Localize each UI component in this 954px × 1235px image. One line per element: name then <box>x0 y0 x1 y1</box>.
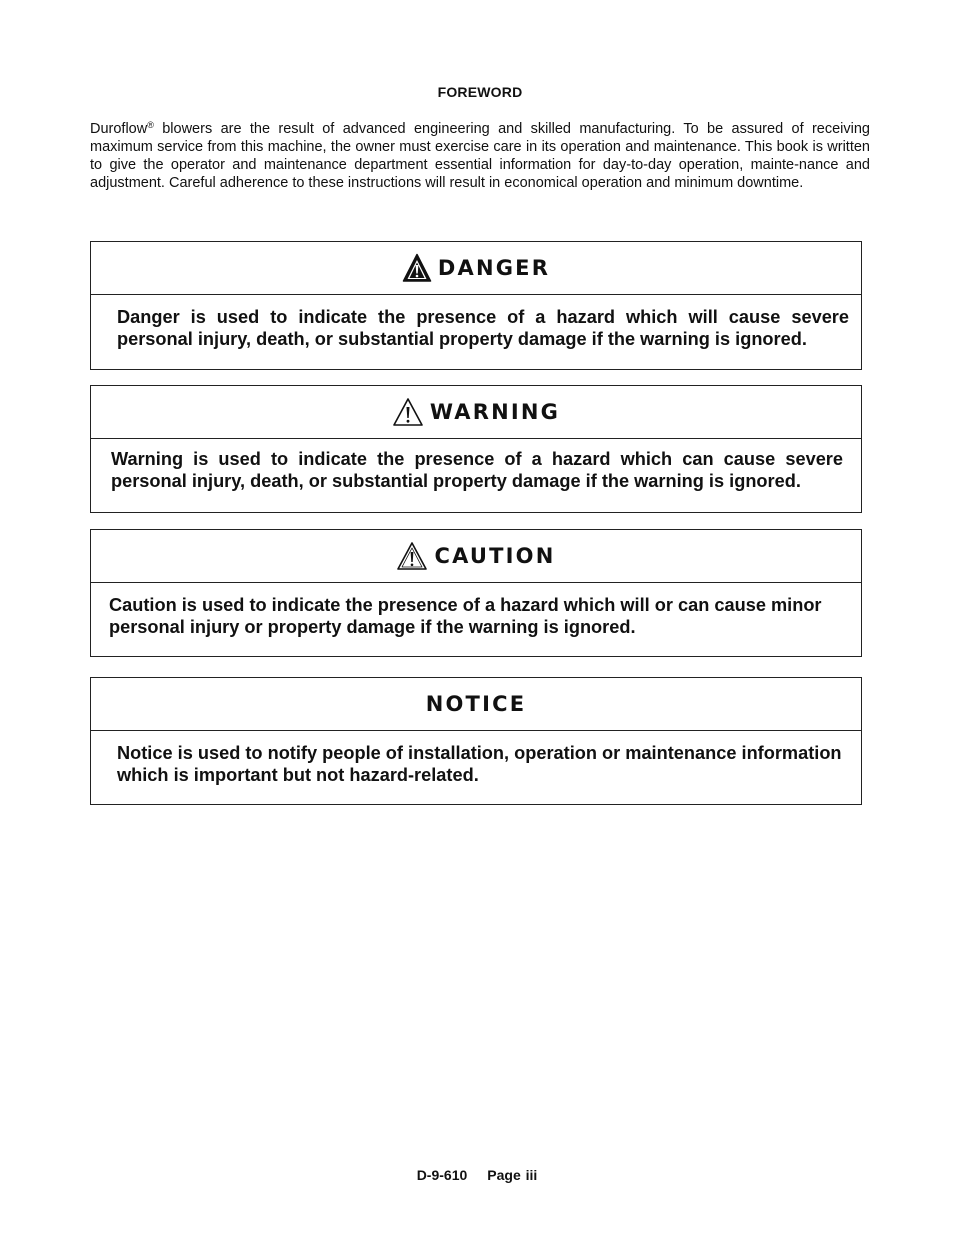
danger-body <box>91 295 861 350</box>
danger-label: DANGER <box>437 256 551 280</box>
caution-header <box>91 530 861 583</box>
foreword-body: blowers are the result of advanced engineering and skilled manufacturing. To be assured of receiving maximum service from this machine, the owner must exercise care in its operation and maintenance. This book is written to give the operator and maintenance department essential information for day-to-day operation, mainte-nance and adjustment. Careful adherence to these instructions will result in economical operation and minimum downtime. <box>90 121 870 191</box>
page-footer <box>0 1167 954 1183</box>
foreword-paragraph <box>90 120 870 192</box>
document-number: D-9-610 <box>416 1167 468 1183</box>
warning-body <box>91 439 861 492</box>
danger-text: Danger is used to indicate the presence of a hazard which will cause severe personal injury, death, or substantial property damage if the warning is ignored. <box>117 307 849 349</box>
page-number: Page iii <box>487 1167 538 1183</box>
notice-header <box>91 678 861 731</box>
registered-mark: ® <box>147 120 154 130</box>
warning-box <box>90 385 862 513</box>
caution-text: Caution is used to indicate the presence of a hazard which will or can cause minor personal injury or property damage if the warning is ignored. <box>109 595 822 637</box>
warning-label: WARNING <box>429 400 561 424</box>
warning-header <box>91 386 861 439</box>
notice-body <box>91 731 861 786</box>
brand-name: Duroflow <box>90 121 148 137</box>
danger-header <box>91 242 861 295</box>
notice-box <box>90 677 862 805</box>
warning-text: Warning is used to indicate the presence of a hazard which can cause severe personal injury, death, or substantial property damage if the warning is ignored. <box>111 449 843 491</box>
danger-box <box>90 241 862 370</box>
notice-label: NOTICE <box>425 692 527 716</box>
caution-box <box>90 529 862 657</box>
notice-text: Notice is used to notify people of installation, operation or maintenance information which is important but not hazard-related. <box>117 743 842 785</box>
foreword-title: FOREWORD <box>437 84 523 100</box>
caution-body <box>91 583 861 638</box>
warning-triangle-hatched-icon <box>396 541 428 571</box>
warning-triangle-filled-icon <box>402 253 432 283</box>
warning-triangle-outline-icon <box>392 397 424 427</box>
caution-label: CAUTION <box>434 544 556 568</box>
